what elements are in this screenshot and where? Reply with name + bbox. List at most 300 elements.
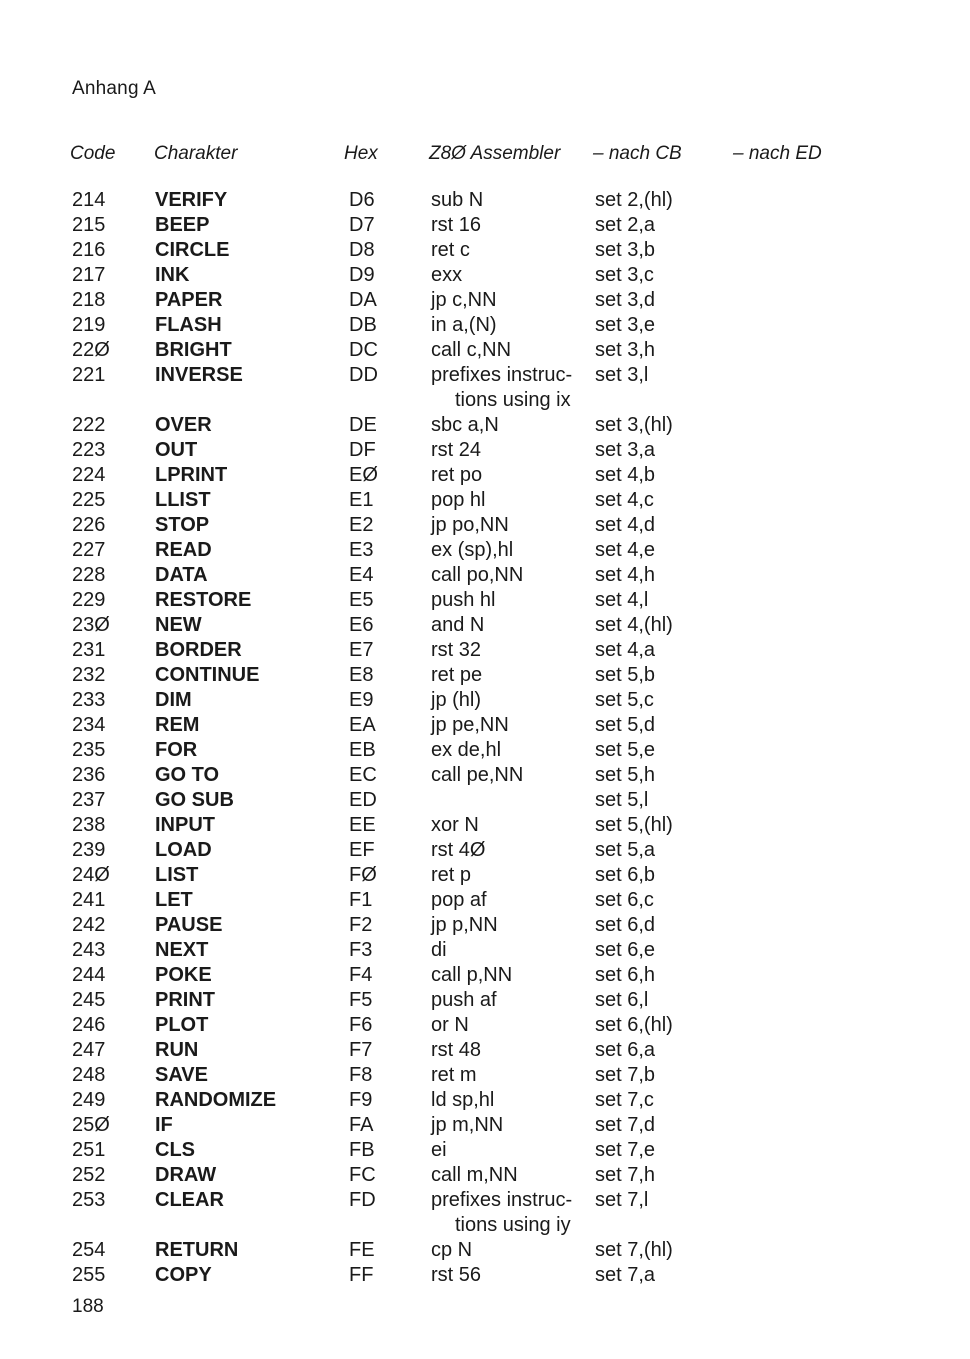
- nach-cb-cell: set 7,b: [595, 1064, 656, 1086]
- assembler-text: ret m: [431, 1064, 477, 1086]
- hex-cell: FF: [349, 1264, 374, 1286]
- assembler-text: jp pe,NN: [431, 714, 509, 736]
- assembler-text: jp c,NN: [431, 289, 497, 311]
- table-row: [0, 563, 970, 588]
- charakter-cell: LPRINT: [155, 464, 228, 486]
- code-cell: 23Ø: [72, 614, 110, 636]
- code-cell: 232: [72, 664, 106, 686]
- charakter-cell: VERIFY: [155, 189, 228, 211]
- nach-cb-cell: set 4,b: [595, 464, 656, 486]
- table-row: [0, 238, 970, 263]
- nach-cb-cell: set 2,(hl): [595, 189, 673, 211]
- assembler-cell: [431, 938, 447, 963]
- assembler-text: and N: [431, 614, 485, 636]
- assembler-cell: [431, 1188, 572, 1238]
- table-row: [0, 838, 970, 863]
- code-cell: 214: [72, 189, 106, 211]
- table-row: [0, 1188, 970, 1238]
- assembler-text: call pe,NN: [431, 764, 524, 786]
- charakter-cell: LOAD: [155, 839, 212, 861]
- assembler-cell: [431, 1088, 494, 1113]
- code-cell: 252: [72, 1164, 106, 1186]
- page-header: Anhang A: [72, 78, 157, 99]
- nach-cb-cell: set 6,d: [595, 914, 656, 936]
- charakter-cell: OUT: [155, 439, 198, 461]
- hex-cell: FØ: [349, 864, 377, 886]
- charakter-cell: RANDOMIZE: [155, 1089, 277, 1111]
- table-row: [0, 638, 970, 663]
- page-number: 188: [72, 1296, 104, 1317]
- assembler-continuation: tions using iy: [455, 1214, 571, 1236]
- assembler-text: ld sp,hl: [431, 1089, 495, 1111]
- assembler-text: xor N: [431, 814, 479, 836]
- charakter-cell: FOR: [155, 739, 198, 761]
- assembler-cell: [431, 863, 471, 888]
- hex-cell: F8: [349, 1064, 373, 1086]
- assembler-cell: [431, 1163, 518, 1188]
- table-row: [0, 188, 970, 213]
- table-row: [0, 938, 970, 963]
- assembler-cell: [431, 888, 487, 913]
- table-row: [0, 438, 970, 463]
- code-cell: 244: [72, 964, 106, 986]
- assembler-cell: [431, 1113, 503, 1138]
- code-cell: 236: [72, 764, 106, 786]
- charakter-cell: CLS: [155, 1139, 195, 1161]
- hex-cell: F2: [349, 914, 373, 936]
- hex-cell: EB: [349, 739, 376, 761]
- assembler-cell: [431, 1263, 481, 1288]
- charakter-cell: BRIGHT: [155, 339, 232, 361]
- code-cell: 216: [72, 239, 106, 261]
- nach-cb-cell: set 6,(hl): [595, 1014, 673, 1036]
- code-cell: 251: [72, 1139, 106, 1161]
- assembler-text: jp (hl): [431, 689, 482, 711]
- assembler-text: jp p,NN: [431, 914, 498, 936]
- column-header-code: Code: [70, 143, 116, 164]
- hex-cell: EA: [349, 714, 376, 736]
- assembler-cell: [431, 513, 509, 538]
- charakter-cell: CONTINUE: [155, 664, 260, 686]
- code-cell: 223: [72, 439, 106, 461]
- code-cell: 231: [72, 639, 106, 661]
- assembler-cell: [431, 488, 486, 513]
- assembler-text: jp m,NN: [431, 1114, 504, 1136]
- table-row: [0, 588, 970, 613]
- code-cell: 221: [72, 364, 106, 386]
- charakter-cell: GO TO: [155, 764, 220, 786]
- hex-cell: E5: [349, 589, 374, 611]
- table-row: [0, 1263, 970, 1288]
- table-row: [0, 463, 970, 488]
- hex-cell: FD: [349, 1189, 376, 1211]
- assembler-cell: [431, 213, 481, 238]
- nach-cb-cell: set 3,(hl): [595, 414, 673, 436]
- charakter-cell: NEW: [155, 614, 202, 636]
- nach-cb-cell: set 7,(hl): [595, 1239, 673, 1261]
- charakter-cell: LET: [155, 889, 193, 911]
- charakter-cell: INPUT: [155, 814, 215, 836]
- code-cell: 224: [72, 464, 106, 486]
- assembler-cell: [431, 313, 497, 338]
- table-row: [0, 413, 970, 438]
- nach-cb-cell: set 4,d: [595, 514, 656, 536]
- nach-cb-cell: set 6,e: [595, 939, 656, 961]
- nach-cb-cell: set 7,d: [595, 1114, 656, 1136]
- code-cell: 243: [72, 939, 106, 961]
- hex-cell: ED: [349, 789, 377, 811]
- table-row: [0, 263, 970, 288]
- hex-cell: F3: [349, 939, 373, 961]
- code-cell: 246: [72, 1014, 106, 1036]
- charakter-cell: BEEP: [155, 214, 210, 236]
- assembler-text: push af: [431, 989, 497, 1011]
- code-cell: 245: [72, 989, 106, 1011]
- nach-cb-cell: set 7,h: [595, 1164, 656, 1186]
- hex-cell: F6: [349, 1014, 373, 1036]
- table-row: [0, 1063, 970, 1088]
- assembler-cell: [431, 988, 497, 1013]
- charakter-cell: GO SUB: [155, 789, 234, 811]
- table-row: [0, 663, 970, 688]
- assembler-continuation: tions using ix: [455, 389, 571, 411]
- assembler-text: call c,NN: [431, 339, 512, 361]
- code-cell: 218: [72, 289, 106, 311]
- assembler-cell: [431, 588, 496, 613]
- nach-cb-cell: set 3,b: [595, 239, 656, 261]
- table-row: [0, 488, 970, 513]
- code-cell: 242: [72, 914, 106, 936]
- column-header-charakter: Charakter: [154, 143, 238, 164]
- assembler-cell: [431, 738, 501, 763]
- nach-cb-cell: set 3,c: [595, 264, 654, 286]
- hex-cell: F7: [349, 1039, 373, 1061]
- assembler-text: ret po: [431, 464, 483, 486]
- code-cell: 238: [72, 814, 106, 836]
- charakter-cell: PAUSE: [155, 914, 223, 936]
- table-row: [0, 538, 970, 563]
- assembler-cell: [431, 363, 572, 413]
- hex-cell: E2: [349, 514, 374, 536]
- hex-cell: F4: [349, 964, 373, 986]
- assembler-text: jp po,NN: [431, 514, 509, 536]
- nach-cb-cell: set 5,b: [595, 664, 656, 686]
- table-row: [0, 888, 970, 913]
- table-row: [0, 213, 970, 238]
- charakter-cell: STOP: [155, 514, 210, 536]
- table-row: [0, 1013, 970, 1038]
- charakter-cell: PRINT: [155, 989, 215, 1011]
- charakter-cell: PAPER: [155, 289, 223, 311]
- charakter-cell: READ: [155, 539, 212, 561]
- nach-cb-cell: set 5,e: [595, 739, 656, 761]
- nach-cb-cell: set 2,a: [595, 214, 656, 236]
- assembler-cell: [431, 613, 484, 638]
- code-cell: 22Ø: [72, 339, 110, 361]
- assembler-text: pop af: [431, 889, 487, 911]
- assembler-text: ex de,hl: [431, 739, 502, 761]
- assembler-cell: [431, 463, 482, 488]
- assembler-cell: [431, 1063, 477, 1088]
- hex-cell: FA: [349, 1114, 374, 1136]
- assembler-cell: [431, 1013, 469, 1038]
- assembler-text: ret p: [431, 864, 472, 886]
- code-cell: 226: [72, 514, 106, 536]
- table-row: [0, 1138, 970, 1163]
- assembler-cell: [431, 1138, 447, 1163]
- table-row: [0, 338, 970, 363]
- nach-cb-cell: set 4,c: [595, 489, 654, 511]
- charakter-cell: DATA: [155, 564, 208, 586]
- assembler-text: sbc a,N: [431, 414, 499, 436]
- code-cell: 241: [72, 889, 106, 911]
- assembler-text: ei: [431, 1139, 447, 1161]
- nach-cb-cell: set 3,e: [595, 314, 656, 336]
- nach-cb-cell: set 5,l: [595, 789, 649, 811]
- table-row: [0, 613, 970, 638]
- assembler-cell: [431, 188, 483, 213]
- column-header-assembler: Z8Ø Assembler: [429, 143, 561, 164]
- nach-cb-cell: set 7,e: [595, 1139, 656, 1161]
- table-row: [0, 913, 970, 938]
- nach-cb-cell: set 3,d: [595, 289, 656, 311]
- assembler-cell: [431, 963, 512, 988]
- nach-cb-cell: set 5,h: [595, 764, 656, 786]
- code-cell: 255: [72, 1264, 106, 1286]
- code-cell: 24Ø: [72, 864, 110, 886]
- hex-cell: E8: [349, 664, 374, 686]
- code-cell: 253: [72, 1189, 106, 1211]
- assembler-text: or N: [431, 1014, 469, 1036]
- assembler-cell: [431, 413, 499, 438]
- hex-cell: D6: [349, 189, 375, 211]
- assembler-cell: [431, 913, 498, 938]
- assembler-text: ret c: [431, 239, 470, 261]
- assembler-text: call m,NN: [431, 1164, 518, 1186]
- charakter-cell: COPY: [155, 1264, 212, 1286]
- assembler-text: sub N: [431, 189, 484, 211]
- charakter-cell: INVERSE: [155, 364, 243, 386]
- assembler-text: ex (sp),hl: [431, 539, 514, 561]
- assembler-text: ret pe: [431, 664, 483, 686]
- hex-cell: E7: [349, 639, 374, 661]
- nach-cb-cell: set 6,l: [595, 989, 649, 1011]
- code-cell: 248: [72, 1064, 106, 1086]
- code-cell: 233: [72, 689, 106, 711]
- charakter-cell: BORDER: [155, 639, 242, 661]
- hex-cell: E9: [349, 689, 374, 711]
- table-row: [0, 863, 970, 888]
- charakter-cell: REM: [155, 714, 200, 736]
- table-row: [0, 813, 970, 838]
- charakter-cell: LLIST: [155, 489, 211, 511]
- nach-cb-cell: set 4,(hl): [595, 614, 673, 636]
- column-header-nach-ed: – nach ED: [733, 143, 822, 164]
- nach-cb-cell: set 6,a: [595, 1039, 656, 1061]
- nach-cb-cell: set 5,d: [595, 714, 656, 736]
- nach-cb-cell: set 6,c: [595, 889, 654, 911]
- nach-cb-cell: set 5,c: [595, 689, 654, 711]
- assembler-text: call p,NN: [431, 964, 513, 986]
- assembler-cell: [431, 338, 511, 363]
- table-row: [0, 763, 970, 788]
- assembler-cell: [431, 288, 497, 313]
- code-table: [0, 188, 970, 1288]
- code-cell: 249: [72, 1089, 106, 1111]
- hex-cell: DF: [349, 439, 376, 461]
- charakter-cell: RESTORE: [155, 589, 252, 611]
- charakter-cell: CLEAR: [155, 1189, 224, 1211]
- nach-cb-cell: set 7,c: [595, 1089, 654, 1111]
- assembler-text: cp N: [431, 1239, 473, 1261]
- code-cell: 225: [72, 489, 106, 511]
- nach-cb-cell: set 6,h: [595, 964, 656, 986]
- assembler-text: prefixes instruc-: [431, 364, 573, 386]
- table-row: [0, 963, 970, 988]
- assembler-cell: [431, 438, 481, 463]
- nach-cb-cell: set 3,h: [595, 339, 656, 361]
- table-row: [0, 1038, 970, 1063]
- assembler-cell: [431, 538, 513, 563]
- table-row: [0, 988, 970, 1013]
- hex-cell: EE: [349, 814, 376, 836]
- charakter-cell: DRAW: [155, 1164, 217, 1186]
- assembler-text: rst 4Ø: [431, 839, 486, 861]
- assembler-cell: [431, 688, 481, 713]
- nach-cb-cell: set 6,b: [595, 864, 656, 886]
- assembler-cell: [431, 263, 462, 288]
- assembler-cell: [431, 563, 523, 588]
- assembler-cell: [431, 663, 482, 688]
- hex-cell: DB: [349, 314, 377, 336]
- hex-cell: EC: [349, 764, 377, 786]
- code-cell: 254: [72, 1239, 106, 1261]
- charakter-cell: RETURN: [155, 1239, 239, 1261]
- hex-cell: D7: [349, 214, 375, 236]
- charakter-cell: SAVE: [155, 1064, 208, 1086]
- charakter-cell: INK: [155, 264, 190, 286]
- table-row: [0, 363, 970, 413]
- hex-cell: F9: [349, 1089, 373, 1111]
- nach-cb-cell: set 5,a: [595, 839, 656, 861]
- code-cell: 229: [72, 589, 106, 611]
- hex-cell: DE: [349, 414, 377, 436]
- hex-cell: D9: [349, 264, 375, 286]
- code-cell: 227: [72, 539, 106, 561]
- hex-cell: DA: [349, 289, 377, 311]
- table-row: [0, 313, 970, 338]
- code-cell: 239: [72, 839, 106, 861]
- table-row: [0, 1113, 970, 1138]
- hex-cell: EF: [349, 839, 375, 861]
- table-row: [0, 288, 970, 313]
- charakter-cell: OVER: [155, 414, 212, 436]
- nach-cb-cell: set 5,(hl): [595, 814, 673, 836]
- assembler-text: pop hl: [431, 489, 486, 511]
- charakter-cell: DIM: [155, 689, 192, 711]
- nach-cb-cell: set 7,l: [595, 1189, 649, 1211]
- charakter-cell: LIST: [155, 864, 199, 886]
- code-cell: 235: [72, 739, 106, 761]
- nach-cb-cell: set 3,a: [595, 439, 656, 461]
- assembler-cell: [431, 238, 470, 263]
- charakter-cell: PLOT: [155, 1014, 209, 1036]
- code-cell: 234: [72, 714, 106, 736]
- nach-cb-cell: set 7,a: [595, 1264, 656, 1286]
- nach-cb-cell: set 4,a: [595, 639, 656, 661]
- assembler-text: rst 56: [431, 1264, 482, 1286]
- code-cell: 25Ø: [72, 1114, 110, 1136]
- assembler-cell: [431, 1238, 472, 1263]
- hex-cell: D8: [349, 239, 375, 261]
- nach-cb-cell: set 4,e: [595, 539, 656, 561]
- charakter-cell: POKE: [155, 964, 212, 986]
- assembler-text: rst 48: [431, 1039, 482, 1061]
- table-row: [0, 513, 970, 538]
- table-row: [0, 788, 970, 813]
- hex-cell: EØ: [349, 464, 378, 486]
- code-cell: 217: [72, 264, 106, 286]
- assembler-cell: [431, 813, 479, 838]
- assembler-cell: [431, 1038, 481, 1063]
- hex-cell: FB: [349, 1139, 375, 1161]
- nach-cb-cell: set 3,l: [595, 364, 649, 386]
- hex-cell: E1: [349, 489, 374, 511]
- column-header-nach-cb: – nach CB: [593, 143, 682, 164]
- code-cell: 247: [72, 1039, 106, 1061]
- hex-cell: DD: [349, 364, 378, 386]
- assembler-text: in a,(N): [431, 314, 497, 336]
- code-cell: 237: [72, 789, 106, 811]
- hex-cell: DC: [349, 339, 378, 361]
- code-cell: 215: [72, 214, 106, 236]
- charakter-cell: RUN: [155, 1039, 199, 1061]
- table-row: [0, 738, 970, 763]
- assembler-text: rst 24: [431, 439, 482, 461]
- assembler-text: push hl: [431, 589, 496, 611]
- hex-cell: E4: [349, 564, 374, 586]
- assembler-cell: [431, 638, 481, 663]
- assembler-text: rst 32: [431, 639, 482, 661]
- hex-cell: FE: [349, 1239, 375, 1261]
- code-cell: 222: [72, 414, 106, 436]
- assembler-cell: [431, 838, 485, 863]
- code-cell: 228: [72, 564, 106, 586]
- charakter-cell: IF: [155, 1114, 173, 1136]
- assembler-cell: [431, 713, 509, 738]
- hex-cell: E6: [349, 614, 374, 636]
- hex-cell: FC: [349, 1164, 376, 1186]
- assembler-text: prefixes instruc-: [431, 1189, 573, 1211]
- nach-cb-cell: set 4,h: [595, 564, 656, 586]
- charakter-cell: CIRCLE: [155, 239, 230, 261]
- table-row: [0, 713, 970, 738]
- table-row: [0, 1238, 970, 1263]
- assembler-text: di: [431, 939, 447, 961]
- charakter-cell: FLASH: [155, 314, 222, 336]
- assembler-text: rst 16: [431, 214, 482, 236]
- column-header-hex: Hex: [344, 143, 378, 164]
- hex-cell: F1: [349, 889, 373, 911]
- assembler-text: call po,NN: [431, 564, 524, 586]
- hex-cell: E3: [349, 539, 374, 561]
- table-row: [0, 1088, 970, 1113]
- hex-cell: F5: [349, 989, 373, 1011]
- table-row: [0, 688, 970, 713]
- table-row: [0, 1163, 970, 1188]
- charakter-cell: NEXT: [155, 939, 209, 961]
- code-cell: 219: [72, 314, 106, 336]
